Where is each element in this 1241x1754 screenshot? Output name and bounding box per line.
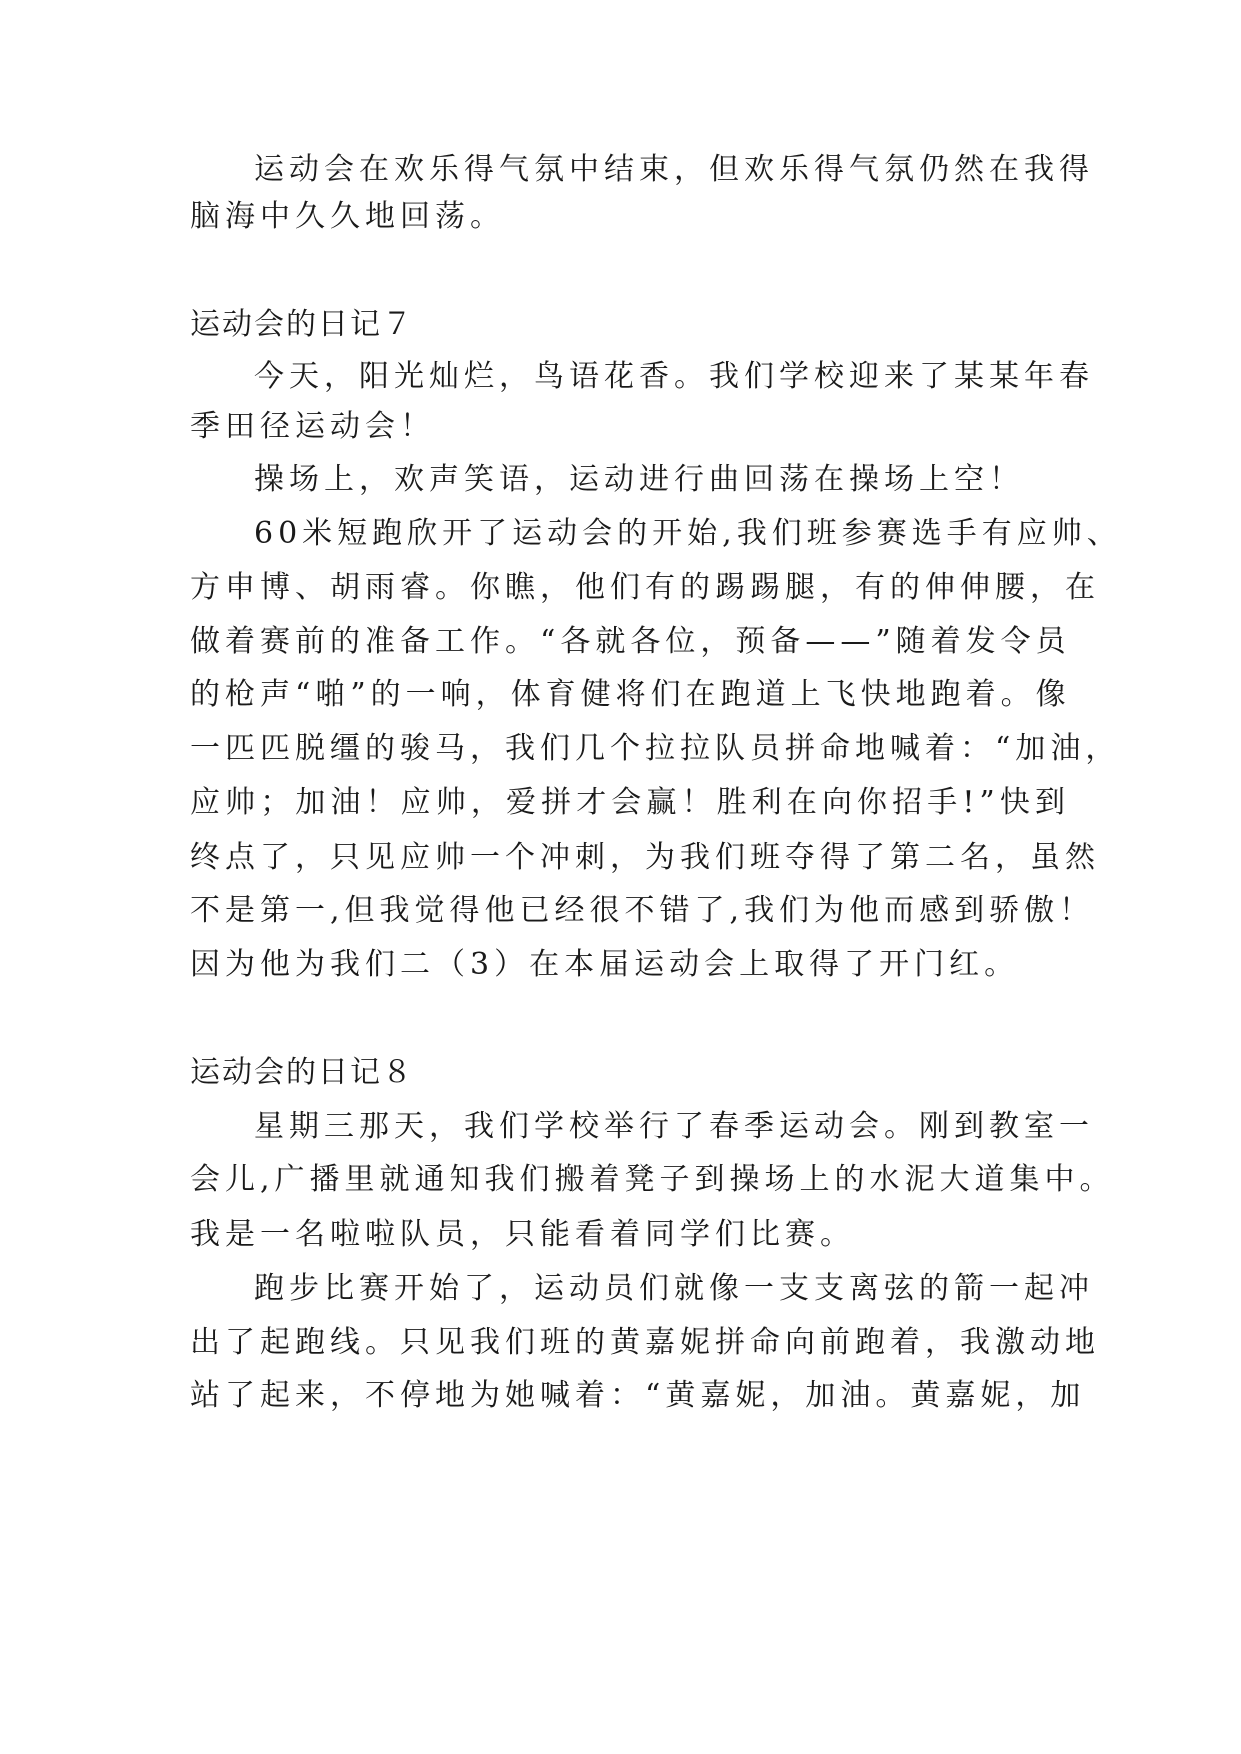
paragraph-line: 60米短跑欣开了运动会的开始,我们班参赛选手有应帅、 [254, 516, 1122, 551]
paragraph-line: 的枪声“啪”的一响，体育健将们在跑道上飞快地跑着。像 [190, 677, 1071, 712]
paragraph-line: 一匹匹脱缰的骏马，我们几个拉拉队员拼命地喊着：“加油， [190, 731, 1121, 766]
paragraph-line: 因为他为我们二（3）在本届运动会上取得了开门红。 [190, 947, 1020, 982]
paragraph-line: 终点了，只见应帅一个冲刺，为我们班夺得了第二名，虽然 [190, 840, 1100, 875]
paragraph-line: 方申博、胡雨睿。你瞧，他们有的踢踢腿，有的伸伸腰，在 [190, 570, 1100, 605]
paragraph-line: 应帅；加油！应帅，爱拼才会赢！胜利在向你招手!”快到 [190, 785, 1070, 820]
paragraph-line: 做着赛前的准备工作。“各就各位，预备——”随着发令员 [190, 624, 1071, 659]
paragraph-line: 我是一名啦啦队员，只能看着同学们比赛。 [190, 1217, 855, 1252]
paragraph-line: 星期三那天，我们学校举行了春季运动会。刚到教室一 [254, 1109, 1094, 1144]
paragraph-line: 不是第一,但我觉得他已经很不错了,我们为他而感到骄傲！ [190, 893, 1095, 928]
section-heading-7: 运动会的日记７ [190, 307, 414, 342]
section-heading-8: 运动会的日记８ [190, 1055, 414, 1090]
paragraph-line: 站了起来，不停地为她喊着：“黄嘉妮，加油。黄嘉妮，加 [190, 1378, 1086, 1413]
paragraph-line: 季田径运动会！ [190, 409, 435, 444]
paragraph-line: 运动会在欢乐得气氛中结束，但欢乐得气氛仍然在我得 [254, 152, 1094, 187]
paragraph-line: 出了起跑线。只见我们班的黄嘉妮拼命向前跑着，我激动地 [190, 1325, 1100, 1360]
paragraph-line: 脑海中久久地回荡。 [190, 199, 505, 234]
paragraph-line: 跑步比赛开始了，运动员们就像一支支离弦的箭一起冲 [254, 1271, 1094, 1306]
paragraph-line: 今天，阳光灿烂，鸟语花香。我们学校迎来了某某年春 [254, 359, 1094, 394]
paragraph-line: 会儿,广播里就通知我们搬着凳子到操场上的水泥大道集中。 [190, 1162, 1115, 1197]
paragraph-line: 操场上，欢声笑语，运动进行曲回荡在操场上空！ [254, 462, 1024, 497]
